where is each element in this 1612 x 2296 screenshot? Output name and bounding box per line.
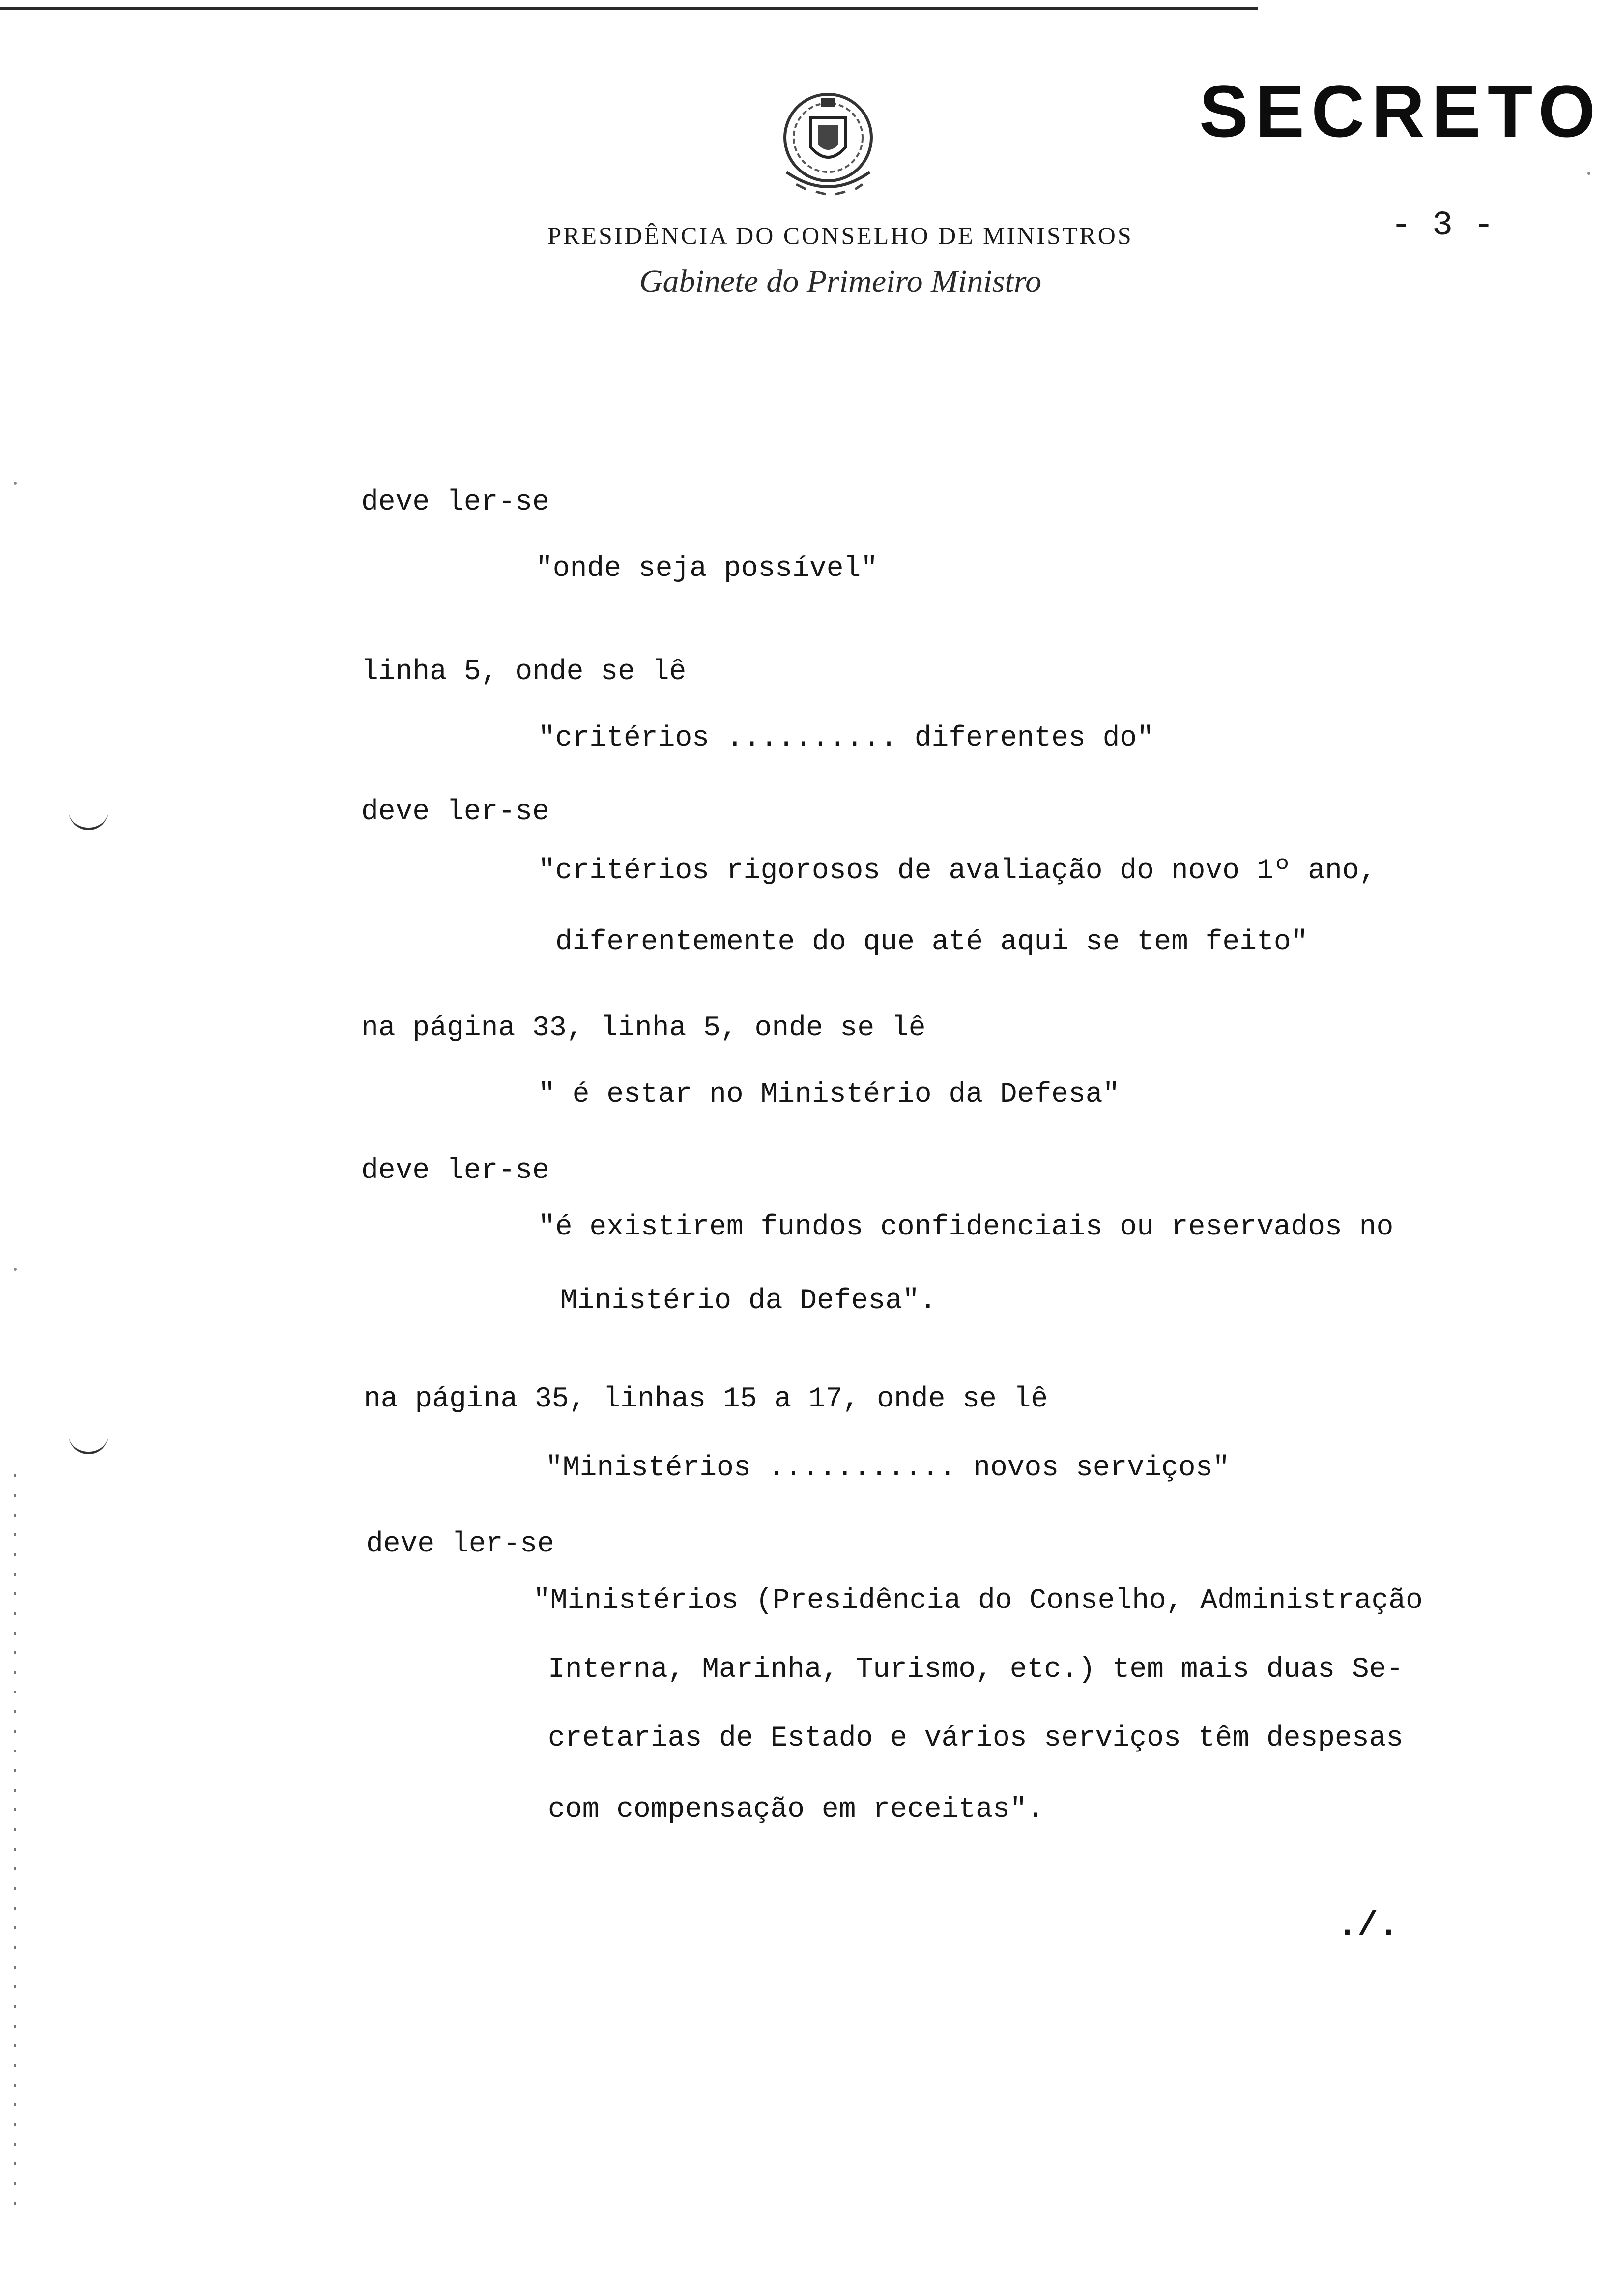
body-line: deve ler-se bbox=[361, 487, 549, 518]
body-line: linha 5, onde se lê bbox=[361, 656, 687, 688]
letterhead-office: Gabinete do Primeiro Ministro bbox=[639, 263, 1042, 299]
body-line: na página 33, linha 5, onde se lê bbox=[361, 1012, 926, 1044]
top-border-rule bbox=[0, 7, 1258, 10]
body-line: cretarias de Estado e vários serviços têm despesas bbox=[548, 1722, 1404, 1754]
body-line: " é estar no Ministério da Defesa" bbox=[538, 1079, 1120, 1111]
page-number: - 3 - bbox=[1391, 206, 1495, 245]
body-line: "é existirem fundos confidenciais ou reservados no bbox=[538, 1211, 1394, 1243]
letterhead-organization: PRESIDÊNCIA DO CONSELHO DE MINISTROS bbox=[547, 222, 1133, 249]
speck bbox=[14, 482, 17, 485]
speck bbox=[1587, 172, 1590, 175]
body-line: Ministério da Defesa". bbox=[560, 1285, 937, 1317]
body-line: na página 35, linhas 15 a 17, onde se lê bbox=[364, 1383, 1048, 1415]
body-line: diferentemente do que até aqui se tem feito" bbox=[555, 926, 1308, 958]
margin-specks bbox=[14, 1474, 16, 2211]
body-line: "critérios rigorosos de avaliação do novo 1º ano, bbox=[538, 855, 1377, 887]
classification-stamp: SECRETO bbox=[1199, 70, 1603, 152]
body-line: deve ler-se bbox=[361, 796, 549, 828]
body-line: "Ministérios ........... novos serviços" bbox=[546, 1452, 1230, 1484]
margin-punch-mark bbox=[69, 1435, 108, 1454]
body-line: "onde seja possível" bbox=[536, 553, 878, 585]
body-line: "critérios .......... diferentes do" bbox=[538, 722, 1154, 754]
continuation-mark: ./. bbox=[1337, 1907, 1399, 1946]
body-line: deve ler-se bbox=[366, 1528, 554, 1560]
margin-punch-mark bbox=[69, 811, 108, 830]
portuguese-coat-of-arms-icon bbox=[772, 88, 885, 206]
body-line: deve ler-se bbox=[361, 1155, 549, 1187]
speck bbox=[14, 1268, 17, 1271]
body-line: Interna, Marinha, Turismo, etc.) tem mais duas Se- bbox=[548, 1654, 1404, 1686]
body-line: "Ministérios (Presidência do Conselho, Administração bbox=[533, 1585, 1423, 1617]
body-line: com compensação em receitas". bbox=[548, 1794, 1044, 1826]
